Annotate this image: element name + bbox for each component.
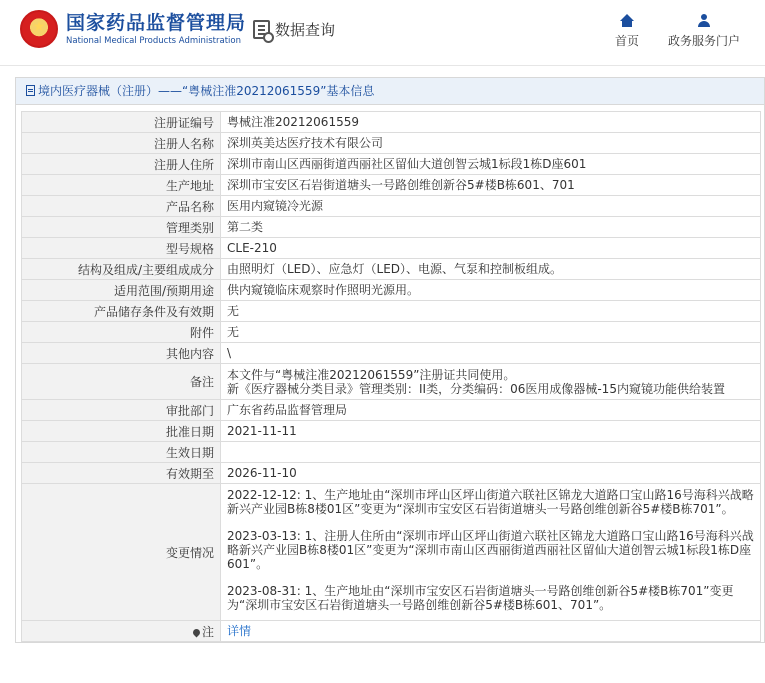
field-value: 2026-11-10 (221, 463, 761, 484)
field-value: 2021-11-11 (221, 421, 761, 442)
field-value: 深圳市南山区西丽街道西丽社区留仙大道创智云城1标段1栋D座601 (221, 154, 761, 175)
field-label: 结构及组成/主要组成成分 (22, 259, 221, 280)
field-label: 有效期至 (22, 463, 221, 484)
field-label: 备注 (22, 364, 221, 400)
field-value: 供内窥镜临床观察时作照明光源用。 (221, 280, 761, 301)
site-header (0, 0, 765, 66)
user-icon (697, 14, 711, 28)
remarks-line: 本文件与“粤械注准20212061559”注册证共同使用。 (227, 367, 516, 382)
field-label: 产品名称 (22, 196, 221, 217)
table-row (22, 112, 761, 133)
field-value: 深圳英美达医疗技术有限公司 (221, 133, 761, 154)
national-emblem-icon: ★ (20, 10, 58, 48)
field-label: 注册证编号 (22, 112, 221, 133)
table-row (22, 621, 761, 642)
logo-text (66, 12, 246, 46)
table-row (22, 196, 761, 217)
data-query-label: 数据查询 (275, 21, 336, 39)
field-value: \ (221, 343, 761, 364)
field-value: CLE-210 (221, 238, 761, 259)
table-row (22, 322, 761, 343)
field-label: 管理类别 (22, 217, 221, 238)
table-row (22, 484, 761, 621)
field-value: 第二类 (221, 217, 761, 238)
field-label: 审批部门 (22, 400, 221, 421)
document-icon (26, 85, 35, 96)
field-label: 生产地址 (22, 175, 221, 196)
field-label: 附件 (22, 322, 221, 343)
note-label-cell (22, 621, 221, 642)
nav-home-label: 首页 (615, 34, 640, 48)
change-list (227, 484, 754, 620)
nav-service-portal[interactable] (668, 14, 740, 49)
home-icon (620, 14, 634, 28)
field-label: 注册人名称 (22, 133, 221, 154)
panel-title (16, 78, 764, 105)
table-row (22, 238, 761, 259)
field-label: 注册人住所 (22, 154, 221, 175)
field-value: 无 (221, 301, 761, 322)
detail-panel (15, 77, 765, 643)
remarks-value (221, 364, 761, 400)
data-query-link[interactable] (253, 19, 335, 40)
field-label: 批准日期 (22, 421, 221, 442)
table-row (22, 343, 761, 364)
field-label: 变更情况 (22, 484, 221, 621)
change-item: 2023-08-31: 1、生产地址由“深圳市宝安区石岩街道塘头一号路创维创新谷5#楼B栋701”变更为“深圳市宝安区石岩街道塘头一号路创维创新谷5#楼B栋601、701”。 (227, 584, 734, 612)
changes-value (221, 484, 761, 621)
table-row (22, 154, 761, 175)
field-value (221, 442, 761, 463)
table-row (22, 442, 761, 463)
logo-title-cn: 国家药品监督管理局 (66, 12, 247, 34)
table-row (22, 463, 761, 484)
pin-icon (192, 627, 202, 637)
table-row (22, 364, 761, 400)
nav-home[interactable] (615, 14, 639, 49)
field-label: 产品储存条件及有效期 (22, 301, 221, 322)
data-search-icon (253, 20, 270, 39)
change-item: 2023-03-13: 1、注册人住所由“深圳市坪山区坪山街道六联社区锦龙大道路口宝山路16号海科兴战略新兴产业园B栋8楼01区”变更为“深圳市南山区西丽街道西丽社区留仙大道创智云城1标段1栋D座601”。 (227, 529, 754, 571)
remarks-line: 新《医疗器械分类目录》管理类别：II类，分类编码：06医用成像器械-15内窥镜功能供给装置 (227, 381, 725, 396)
table-row (22, 259, 761, 280)
field-value: 无 (221, 322, 761, 343)
note-label: 注 (201, 624, 214, 639)
field-value: 粤械注准20212061559 (221, 112, 761, 133)
change-item: 2022-12-12: 1、生产地址由“深圳市坪山区坪山街道六联社区锦龙大道路口宝山路16号海科兴战略新兴产业园B栋8楼01区”变更为“深圳市宝安区石岩街道塘头一号路创维创新谷5#楼B栋701”。 (227, 488, 754, 516)
field-value: 广东省药品监督管理局 (221, 400, 761, 421)
table-row (22, 421, 761, 442)
panel-title-text: 境内医疗器械（注册）——“粤械注准20212061559”基本信息 (38, 84, 375, 98)
field-label: 生效日期 (22, 442, 221, 463)
logo-title-en: National Medical Products Administration (66, 36, 241, 46)
table-row (22, 280, 761, 301)
field-value: 由照明灯（LED）、应急灯（LED）、电源、气泵和控制板组成。 (221, 259, 761, 280)
field-value: 深圳市宝安区石岩街道塘头一号路创维创新谷5#楼B栋601、701 (221, 175, 761, 196)
detail-link[interactable]: 详情 (227, 624, 252, 638)
table-row (22, 175, 761, 196)
field-label: 适用范围/预期用途 (22, 280, 221, 301)
field-value: 医用内窥镜冷光源 (221, 196, 761, 217)
field-label: 其他内容 (22, 343, 221, 364)
table-row (22, 217, 761, 238)
table-row (22, 301, 761, 322)
field-label: 型号规格 (22, 238, 221, 259)
detail-table (21, 111, 761, 642)
table-row (22, 400, 761, 421)
site-logo[interactable] (20, 10, 246, 48)
note-value (221, 621, 761, 642)
nav-service-label: 政务服务门户 (668, 34, 741, 48)
table-row (22, 133, 761, 154)
